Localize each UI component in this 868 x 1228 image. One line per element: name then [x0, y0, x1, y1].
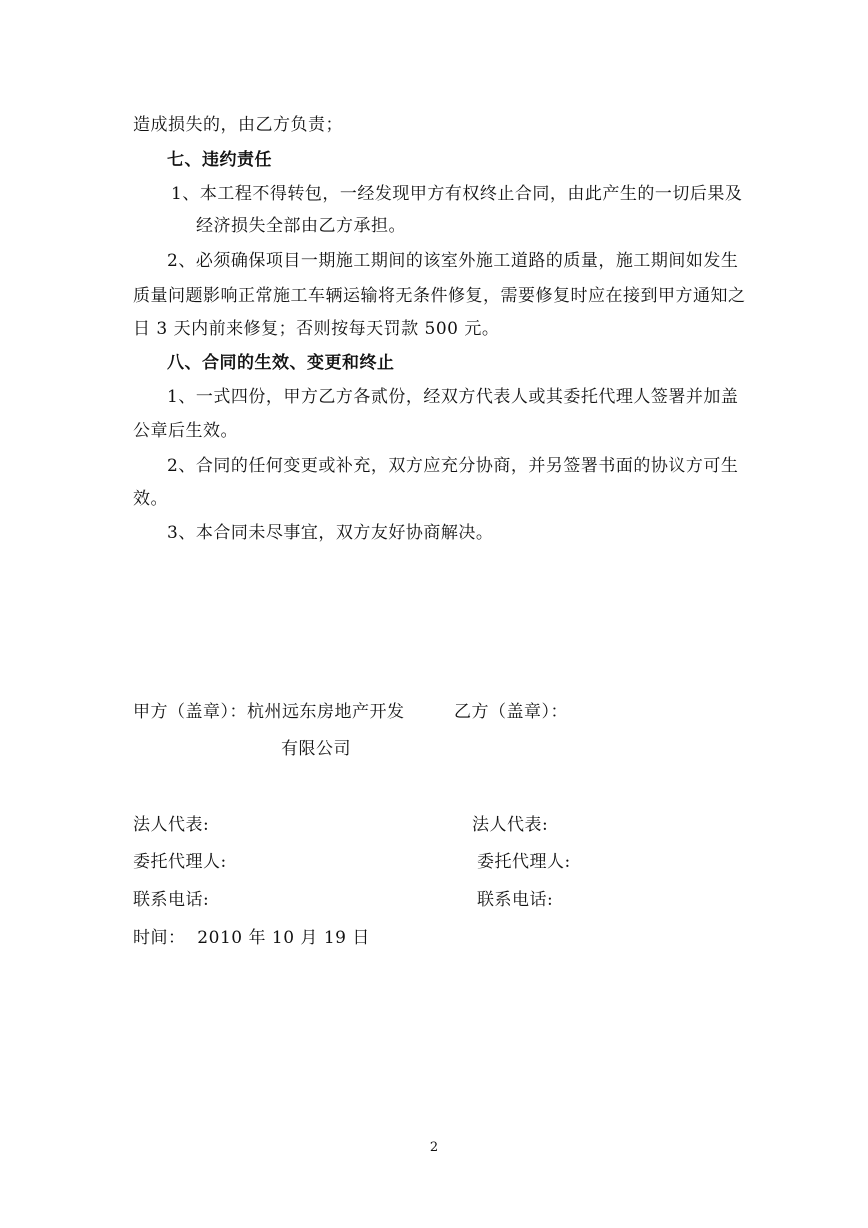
section-8-item-1-line-2: 公章后生效。 — [133, 421, 238, 441]
section-7-heading: 七、违约责任 — [167, 150, 272, 170]
section-7-item-1-line-2: 经济损失全部由乙方承担。 — [196, 216, 406, 236]
section-7-item-2-line-3: 日 3 天内前来修复；否则按每天罚款 500 元。 — [133, 319, 500, 339]
section-8-item-1-line-1: 1、一式四份，甲方乙方各贰份，经双方代表人或其委托代理人签署并加盖 — [167, 387, 739, 407]
party-a-label: 甲方（盖章）：杭州远东房地产开发 — [133, 702, 405, 722]
phone-a: 联系电话: — [133, 890, 210, 910]
party-b-label: 乙方（盖章）： — [454, 702, 568, 722]
section-8-heading: 八、合同的生效、变更和终止 — [167, 353, 395, 373]
agent-a: 委托代理人: — [133, 852, 227, 872]
section-8-item-3: 3、本合同未尽事宜，双方友好协商解决。 — [167, 523, 494, 543]
section-7-item-2-line-2: 质量问题影响正常施工车辆运输将无条件修复，需要修复时应在接到甲方通知之 — [133, 286, 746, 306]
carry-over-text: 造成损失的，由乙方负责； — [133, 115, 343, 135]
legal-rep-a: 法人代表: — [133, 815, 210, 835]
party-a-label-line-2: 有限公司 — [281, 739, 351, 759]
section-8-item-2-line-2: 效。 — [133, 489, 168, 509]
section-7-item-1-line-1: 1、本工程不得转包，一经发现甲方有权终止合同，由此产生的一切后果及 — [171, 184, 743, 204]
phone-b: 联系电话: — [477, 890, 554, 910]
section-8-item-2-line-1: 2、合同的任何变更或补充，双方应充分协商，并另签署书面的协议方可生 — [167, 456, 739, 476]
section-7-item-2-line-1: 2、必须确保项目一期施工期间的该室外施工道路的质量，施工期间如发生 — [167, 251, 739, 271]
contract-date: 时间： 2010 年 10 月 19 日 — [133, 928, 370, 948]
page-number: 2 — [429, 1140, 439, 1155]
legal-rep-b: 法人代表: — [472, 815, 549, 835]
agent-b: 委托代理人: — [477, 852, 571, 872]
